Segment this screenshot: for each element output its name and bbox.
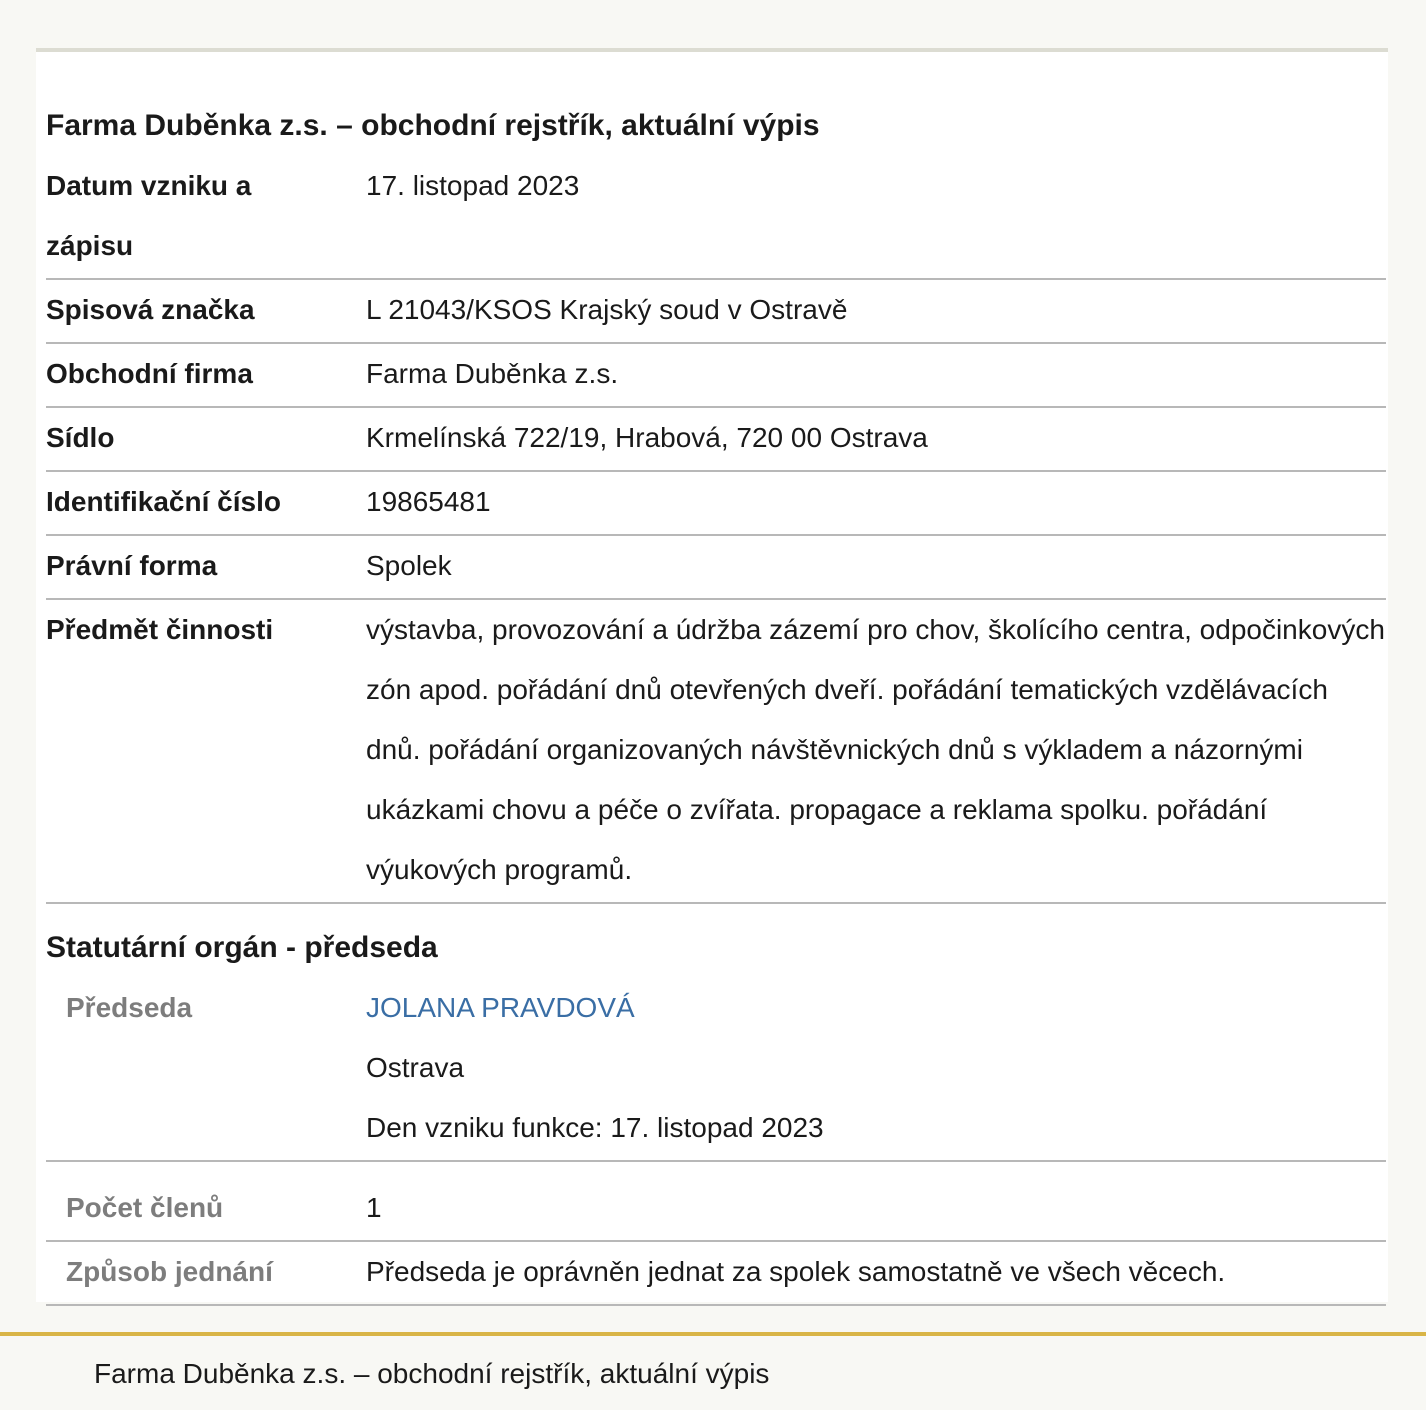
row-label: Předmět činnosti [46,599,366,903]
row-value: 19865481 [366,471,1386,535]
section-statutory [46,903,1386,978]
row-value: 1 [366,1178,1386,1241]
row-value: Spolek [366,535,1386,599]
row-label: Identifikační číslo [46,471,366,535]
page-title: Farma Duběnka z.s. – obchodní rejstřík, aktuální výpis [46,109,820,142]
row-date-of-origin [46,156,1386,279]
footer-text: Farma Duběnka z.s. – obchodní rejstřík, aktuální výpis [94,1358,770,1389]
register-table [46,156,1386,1306]
row-value: Farma Duběnka z.s. [366,343,1386,407]
row-value: výstavba, provozování a údržba zázemí pro chov, školícího centra, odpočinkových zón apod. pořádání dnů otevřených dveří. pořádání tematických vzdělávacích dnů. pořádání organizovaných návštěvnických dnů s výkladem a názornými ukázkami chovu a péče o zvířata. propagace a reklama spolku. pořádání výukových programů. [366,599,1386,903]
row-business-name [46,343,1386,407]
row-label: Datum vzniku a zápisu [46,170,252,261]
row-chair [46,978,1386,1161]
register-extract [46,96,1386,1306]
row-label: Spisová značka [46,279,366,343]
row-label: Předseda [46,978,366,1161]
row-label: Právní forma [46,535,366,599]
row-id-number [46,471,1386,535]
footer [0,1332,1426,1410]
chair-name-link[interactable]: JOLANA PRAVDOVÁ [366,992,635,1023]
row-value: L 21043/KSOS Krajský soud v Ostravě [366,279,1386,343]
row-value: Krmelínská 722/19, Hrabová, 720 00 Ostrava [366,407,1386,471]
chair-since: Den vzniku funkce: 17. listopad 2023 [366,1112,824,1143]
register-extract-card [36,48,1388,1302]
row-label: Obchodní firma [46,343,366,407]
row-value: 17. listopad 2023 [366,156,1386,279]
row-label: Sídlo [46,407,366,471]
row-value: Předseda je oprávněn jednat za spolek samostatně ve všech věcech. [366,1241,1386,1305]
row-label: Způsob jednání [46,1241,366,1305]
row-business-activity [46,599,1386,903]
spacer [46,1161,1386,1178]
section-title: Statutární orgán - předseda [46,931,438,964]
row-registered-office [46,407,1386,471]
row-file-number [46,279,1386,343]
chair-city: Ostrava [366,1052,465,1083]
row-acting-manner [46,1241,1386,1305]
row-member-count [46,1178,1386,1241]
row-legal-form [46,535,1386,599]
row-label: Počet členů [46,1178,366,1241]
